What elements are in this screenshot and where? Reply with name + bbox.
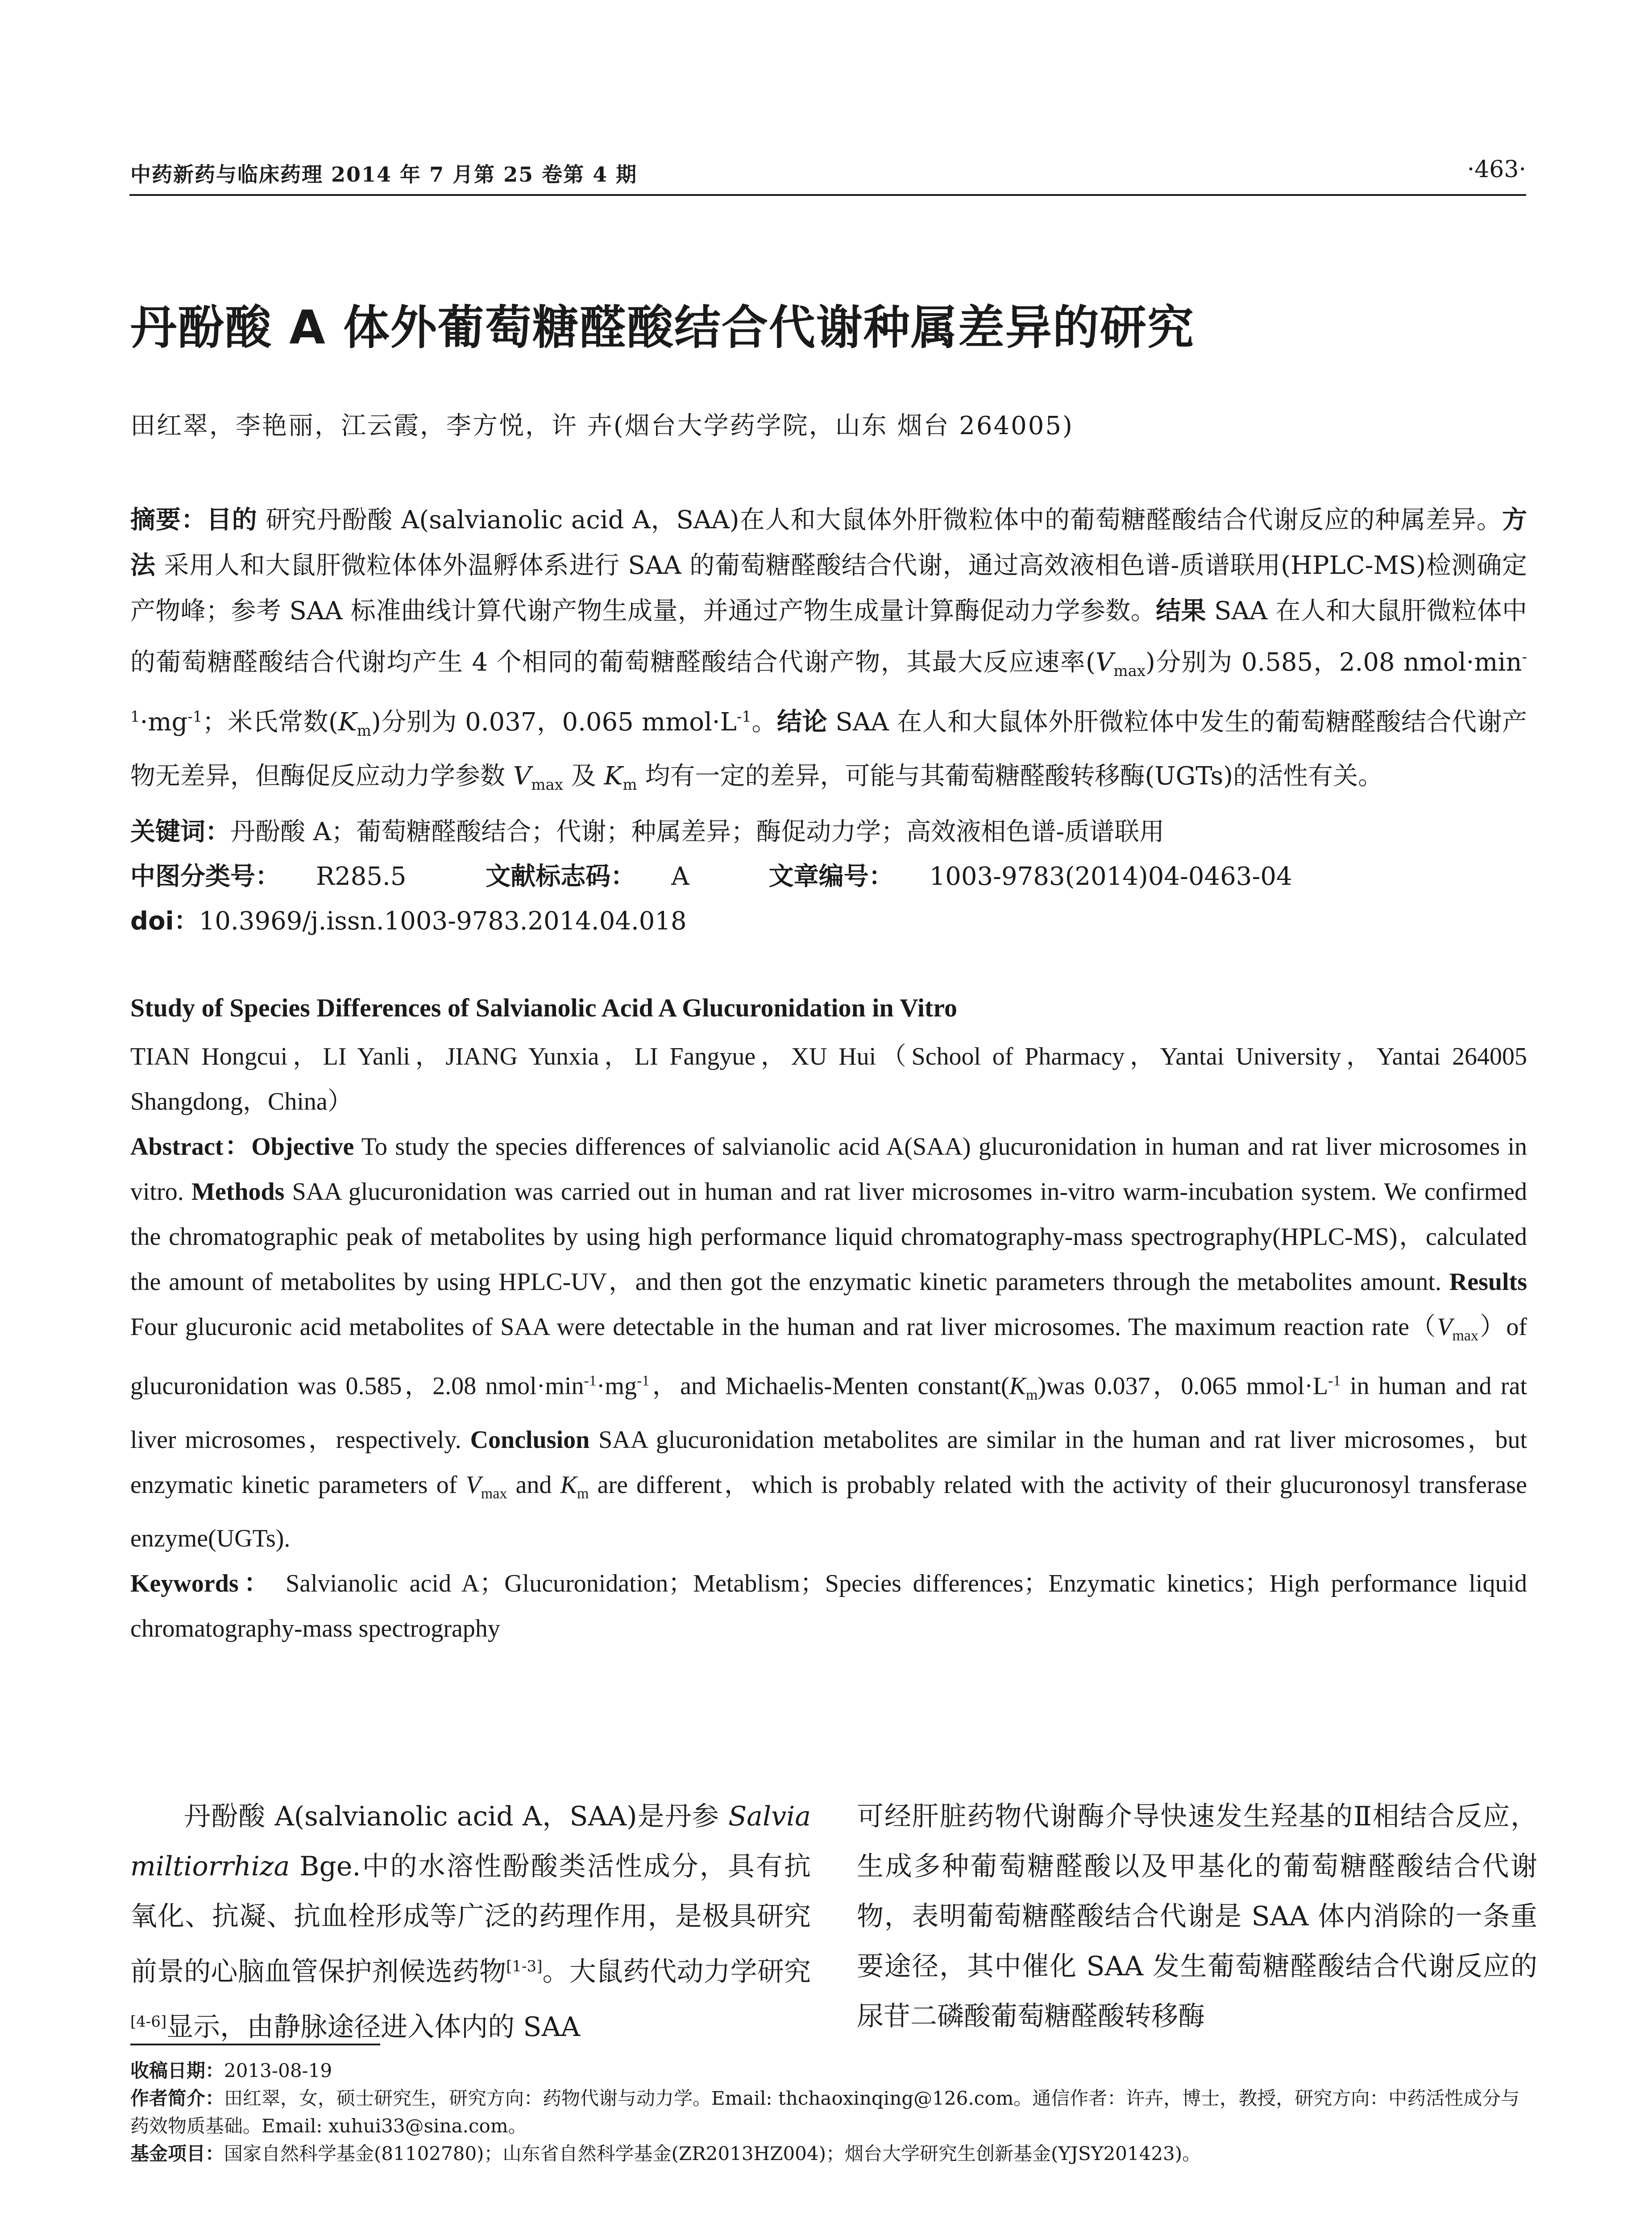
classification-line: 中图分类号： R285.5 文献标志码： A 文章编号： 1003-9783(2014)04-0463-04 <box>130 862 1292 891</box>
article-title: 丹酚酸 A 体外葡萄糖醛酸结合代谢种属差异的研究 <box>130 300 1195 355</box>
funding: 基金项目：国家自然科学基金(81102780)；山东省自然科学基金(ZR2013HZ004)；烟台大学研究生创新基金(YJSY201423)。 <box>130 2143 1201 2165</box>
english-keywords: Keywords： Salvianolic acid A；Glucuronidation；Metablism；Species differences；Enzymatic kinetics；High performance liquid chromatography-mass spectrography <box>130 1570 1527 1643</box>
footnotes <box>130 2057 1527 2168</box>
results-label: 结果 <box>1156 597 1206 626</box>
objective-label: 目的 <box>206 506 257 535</box>
body-column-right <box>857 1791 1537 2041</box>
english-abstract-text: Abstract：Objective To study the species differences of salvianolic acid A(SAA) glucuronidation in human and rat liver microsomes in vitro. Methods SAA glucuronidation was carried out in human and rat liver microsomes in-vitro warm-incubation system. We confirmed the chromatographic peak of metabolites by using high performance liquid chromatography-mass spectrography(HPLC-MS)，calculated the amount of metabolites by using HPLC-UV，and then got the enzymatic kinetic parameters through the metabolites amount. Results Four glucuronic acid metabolites of SAA were detectable in the human and rat liver microsomes. The maximum reaction $rate(V_{max})of$ glucuronidation was 0.585，2.08 $nmol\cdot\min^{-1}\cdot mg^{-1}$，and Michaelis-Menten $constant(K_m)was$ 0.037，0.065 $mmol\cdot L^{-1}$ in human and rat liver microsomes，respectively. Conclusion SAA glucuronidation metabolites are similar in the human and rat liver microsomes，but enzymatic kinetic parameters of $V_{max}$ and $K_m$ are different，which is probably related with the activity of their glucuronosyl transferase enzyme(UGTs). <box>130 1133 1527 1553</box>
abstract-label: 摘要： <box>130 506 207 535</box>
english-abstract <box>130 1034 1527 1651</box>
keywords-zh: 关键词：丹酚酸 A；葡萄糖醛酸结合；代谢；种属差异；酶促动力学；高效液相色谱-质谱联用 <box>130 817 1165 846</box>
abstract-zh <box>130 498 1527 808</box>
doi-line: doi：10.3969/j.issn.1003-9783.2014.04.018 <box>130 907 687 936</box>
english-title: Study of Species Differences of Salvianolic Acid A Glucuronidation in Vitro <box>130 993 957 1022</box>
body-paragraph: 丹酚酸 A(salvianolic acid A，SAA)是丹参 Salvia miltiorrhiza Bge.中的水溶性酚酸类活性成分，具有抗氧化、抗凝、抗血栓形成等广泛的药理作用，是极具研究前景的心脑血管保护剂候选药物[1-3]。大鼠药代动力学研究[4-6]显示，由静脉途径进入体内的 SAA <box>130 1801 811 2043</box>
keywords-block <box>130 810 1527 944</box>
footnote-divider <box>130 2044 380 2045</box>
author-bio: 作者简介：田红翠，女，硕士研究生，研究方向：药物代谢与动力学。Email: thchaoxinqing@126.com。通信作者：许卉，博士，教授，研究方向：中药活性成分与药效物质基础。Email: xuhui33@sina.com。 <box>130 2087 1520 2137</box>
body-paragraph-continued: 可经肝脏药物代谢酶介导快速发生羟基的Ⅱ相结合反应，生成多种葡萄糖醛酸以及甲基化的葡萄糖醛酸结合代谢物，表明葡萄糖醛酸结合代谢是 SAA 体内消除的一条重要途径，其中催化 SAA 发生葡萄糖醛酸结合代谢反应的尿苷二磷酸葡萄糖醛酸转移酶 <box>857 1801 1537 2032</box>
objective-text: 研究丹酚酸 A(salvianolic acid A，SAA)在人和大鼠体外肝微粒体中的葡萄糖醛酸结合代谢反应的种属差异。 <box>266 506 1503 535</box>
received-date: 收稿日期：2013-08-19 <box>130 2060 332 2082</box>
author-line: 田红翠，李艳丽，江云霞，李方悦，许 卉(烟台大学药学院，山东 烟台 264005) <box>130 411 1074 440</box>
methods-text: 采用人和大鼠肝微粒体体外温孵体系进行 SAA 的葡萄糖醛酸结合代谢，通过高效液相色谱-质谱联用(HPLC-MS)检测确定产物峰；参考 SAA 标准曲线计算代谢产物生成量，并通过产物生成量计算酶促动力学参数。 <box>130 551 1527 626</box>
results-text: SAA 在人和大鼠肝微粒体中的葡萄糖醛酸结合代谢均产生 4 个相同的葡萄糖醛酸结合代谢产物，其最大反应速率$(V_{max})$分别为 0.585，2.08 $nmol\cdot\min^{-1}\cdot mg^{-1}$；米氏常数$(K_m)$分别为 0.037，0.065 $mmol\cdot L^{-1}$。 <box>130 597 1527 740</box>
methods-label: 方法 <box>130 506 1527 580</box>
conclusion-text: SAA 在人和大鼠体外肝微粒体中发生的葡萄糖醛酸结合代谢产物无差异，但酶促反应动力学参数 $V_{max}$ 及 $K_m$ 均有一定的差异，可能与其葡萄糖醛酸转移酶(UGTs)的活性有关。 <box>130 707 1527 794</box>
body-column-left <box>130 1791 811 2052</box>
header-divider <box>129 194 1526 196</box>
running-header-journal: 中药新药与临床药理 2014 年 7 月第 25 卷第 4 期 <box>130 162 638 187</box>
page-number: ·463· <box>1467 156 1526 183</box>
english-authors: TIAN Hongcui，LI Yanli，JIANG Yunxia，LI Fangyue，XU Hui（School of Pharmacy，Yantai University，Yantai 264005 Shangdong，China） <box>130 1043 1527 1116</box>
conclusion-label: 结论 <box>777 707 828 737</box>
